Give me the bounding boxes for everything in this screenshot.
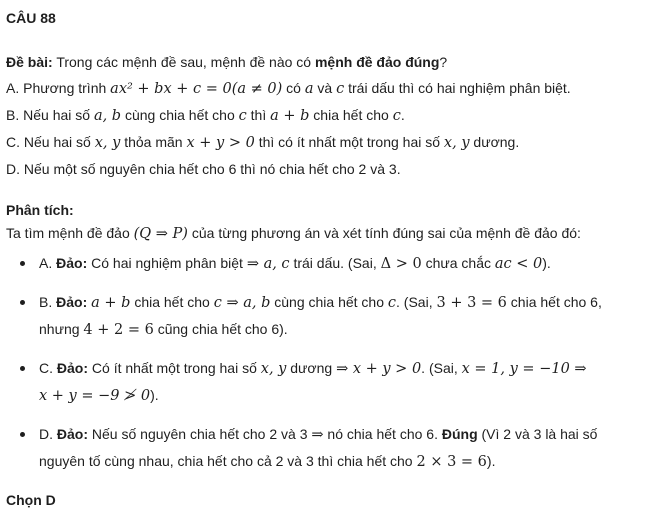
item-b-letter: B. (39, 294, 57, 310)
item-d-letter: D. (39, 426, 57, 442)
option-c (6, 130, 664, 155)
item-b-label: Đảo: (56, 294, 88, 310)
option-a-prefix: A. Phương trình (6, 80, 111, 96)
option-c-inequality: x + y > 0 (186, 135, 255, 151)
option-c-text-2: thì có ít nhất một trong hai số (254, 134, 444, 150)
item-d-text-3: (Vì 2 và 3 là hai số (477, 426, 598, 442)
option-b-end: . (400, 107, 405, 123)
option-b-var-c: c (238, 108, 247, 124)
item-b-math-2: c ⇒ a, b (213, 295, 271, 311)
item-b-text-3: . (Sai, (396, 294, 437, 310)
item-c-text-1: Có ít nhất một trong hai số (88, 360, 261, 376)
item-b-text-1: chia hết cho (130, 294, 214, 310)
prompt-line (6, 50, 664, 74)
item-b-math-1: a + b (91, 295, 131, 311)
bullet-icon (20, 261, 25, 266)
option-c-vars-2: x, y (443, 135, 470, 151)
item-d-math-1: ⇒ (311, 427, 324, 443)
answer: Chọn D (6, 492, 56, 508)
option-b-text-1: cùng chia hết cho (121, 107, 239, 123)
item-c-text-2: dương (286, 360, 337, 376)
prompt-label: Đề bài: (6, 54, 53, 70)
option-a-text-3: trái dấu thì có hai nghiệm phân biệt. (344, 80, 571, 96)
analysis-heading: Phân tích: (6, 202, 74, 218)
item-b-text-6: cũng chia hết cho 6). (153, 321, 288, 337)
analysis-item-c (6, 355, 664, 409)
item-a-math-3: ac < 0 (494, 256, 543, 272)
item-c-math-2: ⇒ x + y > 0 (336, 361, 422, 377)
item-a-text-1: Có hai nghiệm phân biệt (87, 255, 247, 271)
item-d-label: Đảo: (56, 426, 89, 442)
option-c-prefix: C. Nếu hai số (6, 134, 95, 150)
option-a-equation: ax² + bx + c = 0(a ≠ 0) (110, 81, 283, 97)
item-d-text-1: Nếu số nguyên chia hết cho 2 và 3 (88, 426, 312, 442)
item-c-text-3: . (Sai, (421, 360, 462, 376)
prompt-text-before: Trong các mệnh đề sau, mệnh đề nào có (52, 54, 315, 70)
item-b-text-4: chia hết cho 6, (506, 294, 602, 310)
item-b-math-4: 3 + 3 = 6 (436, 295, 507, 311)
item-a-math-1: ⇒ a, c (246, 256, 290, 272)
item-b-math-3: c (387, 295, 397, 311)
option-c-end: dương. (469, 134, 520, 150)
option-d (6, 157, 664, 181)
item-d-verdict: Đúng (441, 426, 478, 442)
analysis-intro-text-2: của từng phương án và xét tính đúng sai của mệnh đề đảo đó: (187, 225, 581, 241)
item-d-math-2: 2 × 3 = 6 (416, 454, 487, 470)
analysis-intro (6, 221, 664, 246)
option-a (6, 76, 664, 101)
question-title: CÂU 88 (6, 10, 56, 26)
item-c-label: Đảo: (56, 360, 89, 376)
option-b-var-c-2: c (392, 108, 401, 124)
item-d-text-4: nguyên tố cùng nhau, chia hết cho cả 2 và 3 thì chia hết cho (39, 453, 417, 469)
option-b-sum: a + b (270, 108, 310, 124)
item-a-text-3: chưa chắc (421, 255, 495, 271)
option-b-text-3: chia hết cho (309, 107, 393, 123)
option-b-prefix: B. Nếu hai số (6, 107, 94, 123)
item-b-text-5: nhưng (39, 321, 84, 337)
bullet-icon (20, 432, 25, 437)
option-a-text-2: và (313, 80, 337, 96)
item-c-math-1: x, y (260, 361, 287, 377)
analysis-item-d (6, 421, 664, 475)
option-b-text-2: thì (246, 107, 271, 123)
item-a-text-4: ). (542, 255, 551, 271)
analysis-intro-text-1: Ta tìm mệnh đề đảo (6, 225, 134, 241)
bullet-icon (20, 366, 25, 371)
item-c-math-3: x = 1, y = −10 ⇒ (461, 361, 587, 377)
option-a-var-c: c (336, 81, 345, 97)
item-a-letter: A. (39, 255, 57, 271)
item-a-label: Đảo: (56, 255, 88, 271)
item-d-text-5: ). (486, 453, 496, 469)
option-d-text: D. Nếu một số nguyên chia hết cho 6 thì nó chia hết cho 2 và 3. (6, 161, 401, 177)
option-c-vars: x, y (94, 135, 121, 151)
item-c-text-4: ). (150, 387, 159, 403)
prompt-emphasis: mệnh đề đảo đúng (314, 54, 440, 70)
analysis-item-a (6, 250, 664, 277)
option-c-text-1: thỏa mãn (120, 134, 187, 150)
prompt-text-after: ? (439, 54, 448, 70)
item-c-letter: C. (39, 360, 57, 376)
item-d-text-2: nó chia hết cho 6. (323, 426, 442, 442)
option-b-vars: a, b (93, 108, 122, 124)
item-c-math-4: x + y = −9 ≯ 0 (39, 388, 151, 404)
option-b (6, 103, 664, 128)
analysis-intro-math: (Q ⇒ P) (133, 226, 188, 242)
option-a-text-1: có (282, 80, 305, 96)
bullet-icon (20, 300, 25, 305)
option-a-var-a: a (304, 81, 314, 97)
item-a-math-2: Δ > 0 (380, 256, 422, 272)
analysis-item-b (6, 289, 664, 343)
item-b-math-5: 4 + 2 = 6 (83, 322, 154, 338)
analysis-list (6, 250, 664, 475)
item-a-text-2: trái dấu. (Sai, (289, 255, 381, 271)
item-b-text-2: cùng chia hết cho (270, 294, 388, 310)
